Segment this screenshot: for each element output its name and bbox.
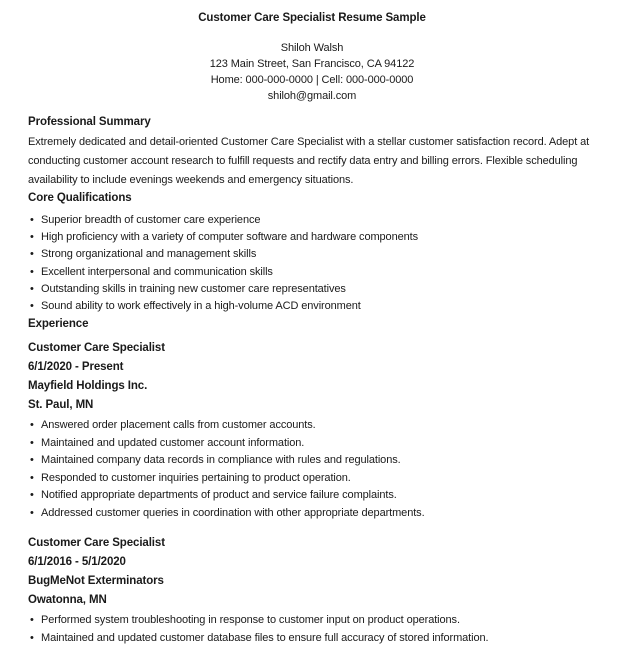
job-dates: 6/1/2016 - 5/1/2020: [28, 556, 126, 569]
list-item: • Answered order placement calls from customer accounts.: [28, 417, 596, 435]
job-location: Owatonna, MN: [28, 594, 107, 607]
list-item: • Outstanding skills in training new customer care representatives: [28, 281, 596, 298]
job-dates: 6/1/2020 - Present: [28, 361, 124, 374]
job-title: Customer Care Specialist: [28, 537, 165, 550]
section-heading-professional-summary: Professional Summary: [28, 116, 151, 128]
list-item: • Maintained and updated customer database files to ensure full accuracy of stored information.: [28, 630, 596, 647]
document-title: Customer Care Specialist Resume Sample: [198, 12, 426, 24]
job-entry: [28, 534, 596, 647]
list-item: • Superior breadth of customer care experience: [28, 212, 596, 229]
list-item: • High proficiency with a variety of computer software and hardware components: [28, 229, 596, 246]
contact-email: shiloh@gmail.com: [267, 90, 357, 102]
section-heading-core-qualifications: Core Qualifications: [28, 192, 132, 204]
job-location: St. Paul, MN: [28, 399, 94, 412]
list-item: • Addressed customer queries in coordination with other appropriate departments.: [28, 505, 596, 523]
list-item: • Maintained company data records in compliance with rules and regulations.: [28, 452, 596, 470]
job-company: BugMeNot Exterminators: [28, 575, 164, 588]
list-item: • Excellent interpersonal and communication skills: [28, 264, 596, 281]
list-item: • Strong organizational and management skills: [28, 246, 596, 263]
contact-name: Shiloh Walsh: [280, 42, 344, 54]
list-item: • Sound ability to work effectively in a high-volume ACD environment: [28, 298, 596, 315]
list-item: • Responded to customer inquiries pertaining to product operation.: [28, 470, 596, 488]
list-item: • Notified appropriate departments of product and service failure complaints.: [28, 487, 596, 505]
core-qualifications-list: [28, 212, 596, 315]
job-duties-list: [28, 417, 596, 522]
section-heading-experience: Experience: [28, 318, 89, 331]
list-item: • Performed system troubleshooting in response to customer input on product operations.: [28, 612, 596, 630]
contact-phones: Home: 000-000-0000 | Cell: 000-000-0000: [210, 74, 414, 86]
list-item: • Maintained and updated customer account information.: [28, 435, 596, 453]
job-company: Mayfield Holdings Inc.: [28, 380, 148, 393]
contact-block: [28, 40, 596, 104]
job-duties-list: [28, 612, 596, 647]
contact-address: 123 Main Street, San Francisco, CA 94122: [209, 58, 415, 70]
professional-summary-text: Extremely dedicated and detail-oriented Customer Care Specialist with a stellar customer satisfaction record. Adept at conducting customer account research to fulfill requests and rectify data entry and billing errors. Flexible scheduling availability to include evenings weekends and emergency situations.: [28, 136, 590, 186]
job-title: Customer Care Specialist: [28, 342, 165, 355]
job-entry: [28, 339, 596, 522]
